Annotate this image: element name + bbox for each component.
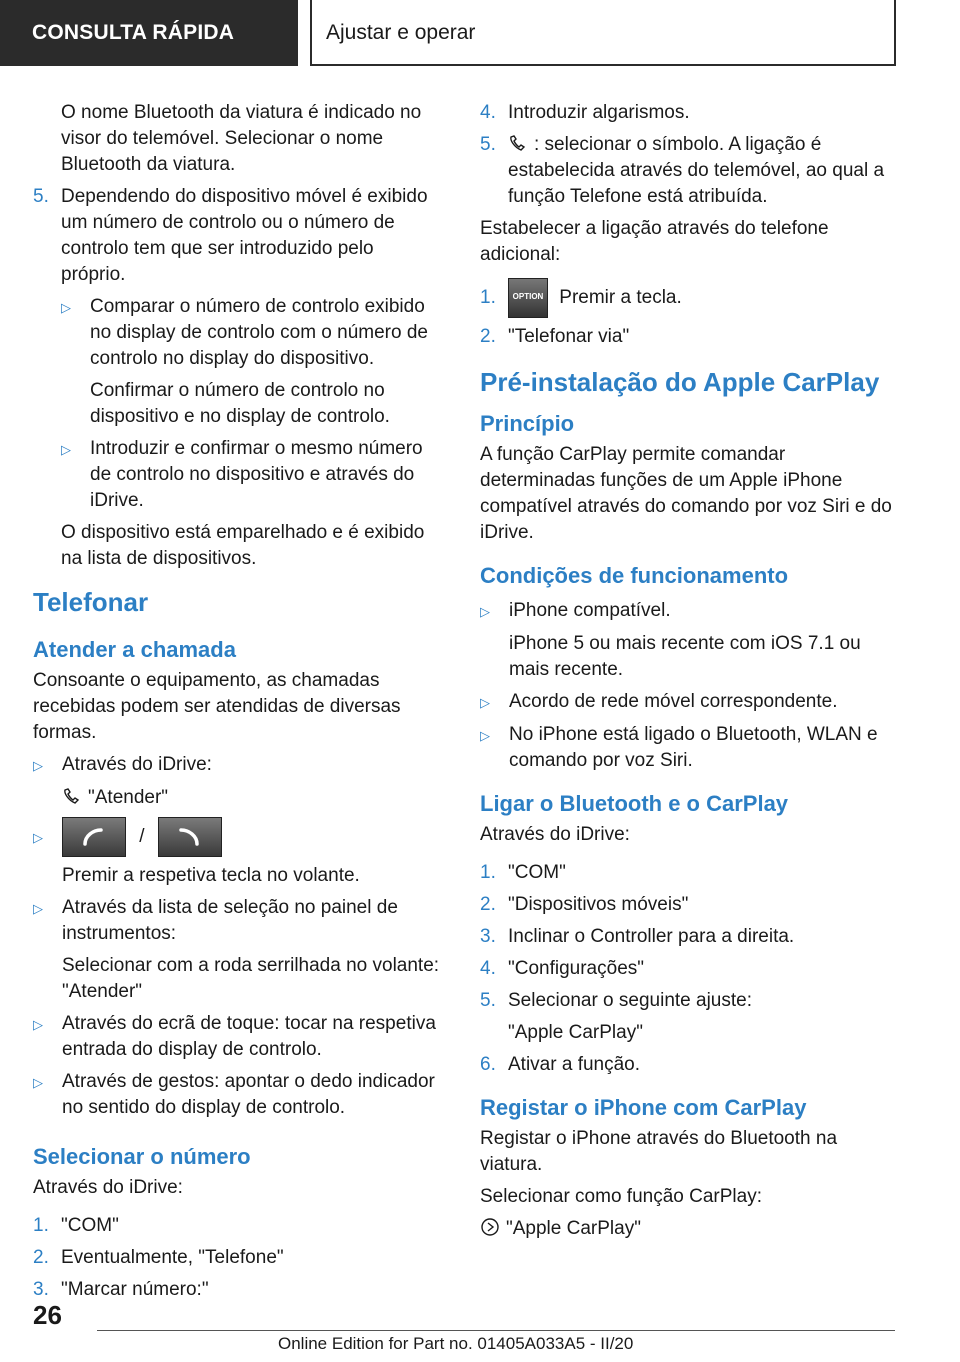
heading-telefonar: Telefonar	[33, 587, 149, 617]
heading-carplay: Pré-instalação do Apple CarPlay	[480, 367, 880, 397]
heading-principio: Princípio	[480, 411, 575, 436]
phone-hangup-icon	[177, 826, 203, 848]
list-item: 6. Ativar a função.	[480, 1054, 641, 1075]
paragraph: Estabelecer a ligação através do telefone adicional:	[480, 218, 829, 265]
right-column	[480, 100, 900, 1248]
heading-atender: Atender a chamada	[33, 637, 236, 662]
list-item: ▷ /	[33, 817, 443, 857]
step-5	[33, 184, 443, 288]
heading-registar: Registar o iPhone com CarPlay	[480, 1095, 807, 1120]
triangle-right-icon: ▷	[33, 901, 43, 916]
list-item: ▷ Através do iDrive:	[33, 752, 443, 779]
triangle-right-icon: ▷	[480, 695, 490, 710]
phone-icon	[508, 135, 528, 153]
paragraph: Através do iDrive:	[33, 1177, 183, 1198]
list-item: 4. "Configurações"	[480, 958, 645, 979]
paragraph: Através do iDrive:	[480, 824, 630, 845]
sub-paragraph: "Apple CarPlay"	[480, 1216, 900, 1242]
list-item: 1. "COM"	[33, 1215, 119, 1236]
phone-icon	[62, 788, 82, 806]
list-item: 1. OPTION Premir a tecla.	[480, 278, 900, 318]
triangle-right-icon: ▷	[480, 728, 490, 743]
triangle-right-icon: ▷	[33, 1017, 43, 1032]
paragraph: Selecionar como função CarPlay:	[480, 1186, 762, 1207]
heading-selecionar: Selecionar o número	[33, 1144, 251, 1169]
step-number: 5.	[33, 186, 49, 207]
phone-pickup-icon	[81, 826, 107, 848]
list-item: ▷ Através da lista de seleção no painel de instrumentos:	[33, 895, 443, 947]
page-header	[0, 0, 960, 66]
step-text: Dependendo do dispositivo móvel é exibido um número de controlo ou o número de controlo tem que ser introduzido pelo próprio.	[61, 186, 428, 285]
triangle-right-icon: ▷	[33, 1075, 43, 1090]
answer-call-button-image	[62, 817, 126, 857]
page-number: 26	[33, 1300, 62, 1330]
list-item: 1. "COM"	[480, 862, 566, 883]
list-item: 3. Inclinar o Controller para a direita.	[480, 926, 795, 947]
sub-paragraph: Premir a respetiva tecla no volante.	[62, 865, 360, 886]
list-item: ▷ Introduzir e confirmar o mesmo número de controlo no dispositivo e através do iDrive.	[61, 436, 443, 514]
triangle-right-icon: ▷	[61, 442, 71, 457]
heading-condicoes: Condições de funcionamento	[480, 563, 789, 588]
sub-paragraph: "Atender"	[33, 785, 443, 811]
edition-note: Online Edition for Part no. 01405A033A5 - II/20	[278, 1334, 634, 1353]
triangle-right-icon: ▷	[33, 829, 43, 845]
triangle-right-icon: ▷	[61, 300, 71, 315]
step-4: 4. Introduzir algarismos.	[480, 102, 690, 123]
paragraph: A função CarPlay permite comandar determinadas funções de um Apple iPhone compatível através do comando por voz Siri e do iDrive.	[480, 444, 892, 543]
paired-paragraph: O dispositivo está emparelhado e é exibido na lista de dispositivos.	[61, 522, 425, 569]
option-button-image: OPTION	[508, 278, 548, 318]
list-item: ▷ Através de gestos: apontar o dedo indicador no sentido do display de controlo.	[33, 1069, 443, 1121]
list-item: 2. "Telefonar via"	[480, 326, 630, 347]
list-item: 2. "Dispositivos móveis"	[480, 894, 689, 915]
list-item: ▷ No iPhone está ligado o Bluetooth, WLAN e comando por voz Siri.	[480, 722, 900, 774]
sub-paragraph: Selecionar com a roda serrilhada no volante: "Atender"	[62, 955, 440, 1002]
footer-divider	[97, 1330, 895, 1331]
end-call-button-image	[158, 817, 222, 857]
chapter-title: Ajustar e operar	[310, 0, 896, 66]
list-item: 3. "Marcar número:"	[33, 1279, 209, 1300]
section-title: CONSULTA RÁPIDA	[0, 0, 298, 66]
list-item: ▷ Acordo de rede móvel correspondente.	[480, 689, 900, 716]
paragraph: Consoante o equipamento, as chamadas recebidas podem ser atendidas de diversas formas.	[33, 670, 401, 743]
sub-paragraph: iPhone 5 ou mais recente com iOS 7.1 ou mais recente.	[509, 633, 861, 680]
list-item: ▷ iPhone compatível.	[480, 598, 900, 625]
triangle-right-icon: ▷	[480, 604, 490, 619]
step-5: 5. : selecionar o símbolo. A ligação é estabelecida através do telemóvel, ao qual a função Telefone está atribuída.	[480, 134, 885, 207]
intro-paragraph: O nome Bluetooth da viatura é indicado no visor do telemóvel. Selecionar o nome Bluetooth da viatura.	[61, 102, 422, 175]
list-item: ▷ Comparar o número de controlo exibido no display de controlo com o número de controlo no display do dispositivo.	[61, 294, 443, 372]
list-item: 2. Eventualmente, "Telefone"	[33, 1247, 284, 1268]
triangle-right-icon: ▷	[33, 758, 43, 773]
heading-ligar: Ligar o Bluetooth e o CarPlay	[480, 791, 789, 816]
sub-paragraph: Confirmar o número de controlo no dispositivo e no display de controlo.	[90, 380, 390, 427]
paragraph: Registar o iPhone através do Bluetooth na viatura.	[480, 1128, 838, 1175]
list-item: ▷ Através do ecrã de toque: tocar na respetiva entrada do display de controlo.	[33, 1011, 443, 1063]
list-item: 5. Selecionar o seguinte ajuste:	[480, 990, 752, 1011]
play-circle-icon	[480, 1217, 500, 1237]
sub-paragraph: "Apple CarPlay"	[508, 1022, 643, 1043]
left-column	[33, 100, 443, 1309]
